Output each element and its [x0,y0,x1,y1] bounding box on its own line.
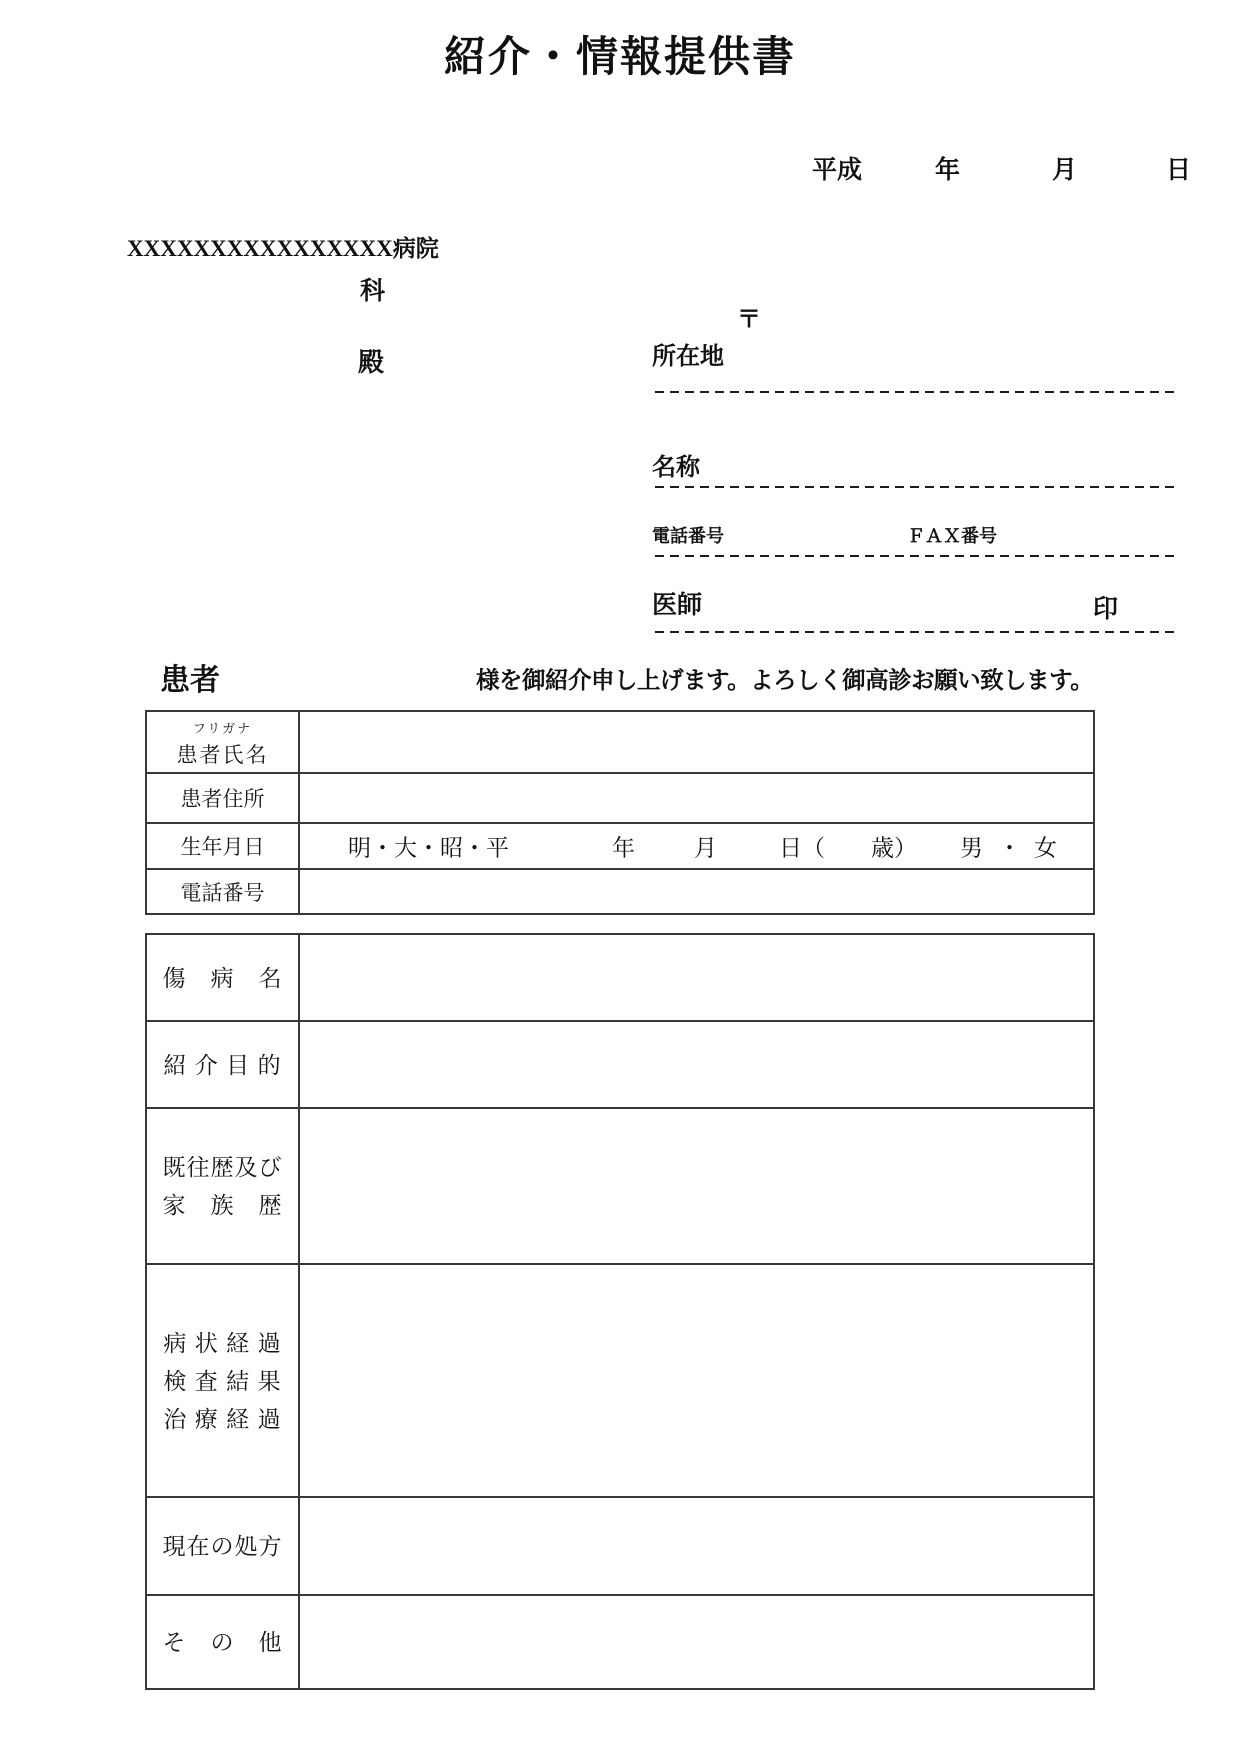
table-row [146,1595,1094,1689]
date-month-label: 月 [1052,157,1078,184]
name-write-line [655,486,1180,488]
phone-write-line [655,555,1180,557]
disease-name-label: 傷 病 名 [162,964,283,991]
seal-label: 印 [1093,596,1119,623]
clinical-course-label-line2: 検 査 結 果 [163,1367,282,1394]
patient-address-value-cell [299,773,1094,823]
sender-phone-label: 電話番号 [652,526,724,546]
intro-message: 様を御紹介申し上げます。よろしく御高診お願い致します。 [476,668,1094,694]
medical-history-label-line1: 既往歴及び [162,1154,283,1180]
table-row [146,1108,1094,1264]
date-day-label: 日 [1166,157,1192,184]
other-label-cell [146,1595,299,1689]
recipient-hospital-name: XXXXXXXXXXXXXXXX病院 [127,236,439,261]
referral-purpose-label-cell [146,1021,299,1108]
birth-era-options: 明・大・昭・平 [348,834,509,861]
table-row [146,869,1094,914]
medical-history-label-line2: 家 族 歴 [162,1192,283,1218]
table-row [146,1497,1094,1595]
table-row [146,934,1094,1021]
recipient-department-suffix: 科 [360,278,386,305]
intro-patient-label: 患者 [160,664,220,697]
birth-age-label: 歳） [871,834,917,861]
sex-separator: ・ [998,834,1021,861]
current-prescription-label: 現在の処方 [162,1533,283,1559]
birthdate-label: 生年月日 [146,823,299,869]
patient-name-value-cell [299,711,1094,773]
date-year-label: 年 [935,157,961,184]
sender-fax-label: ＦＡＸ番号 [907,526,997,546]
sender-name-label: 名称 [652,455,700,481]
clinical-course-value-cell [299,1264,1094,1497]
patient-info-table [145,710,1095,915]
table-row [146,1264,1094,1497]
table-row [146,711,1094,773]
clinical-course-label-line1: 病 状 経 過 [163,1329,282,1356]
disease-name-value-cell [299,934,1094,1021]
referral-purpose-label: 紹 介 目 的 [163,1051,282,1078]
current-prescription-value-cell [299,1497,1094,1595]
medical-history-value-cell [299,1108,1094,1264]
doctor-write-line [655,631,1180,633]
sender-doctor-label: 医師 [652,592,703,619]
other-label: そ の 他 [162,1629,283,1655]
sender-address-label: 所在地 [652,344,724,370]
sex-female-label: 女 [1034,834,1057,861]
patient-address-label: 患者住所 [146,773,299,823]
birth-year-label: 年 [612,834,635,861]
disease-name-label-cell [146,934,299,1021]
clinical-course-label-line3: 治 療 経 過 [163,1405,282,1432]
address-write-line [655,391,1180,393]
birthdate-value-cell [299,823,1094,869]
table-row [146,773,1094,823]
medical-history-label-cell [146,1108,299,1264]
referral-detail-table [145,933,1095,1690]
sex-male-label: 男 [960,834,983,861]
postal-mark-icon: 〒 [737,306,761,333]
date-era-label: 平成 [812,157,863,184]
patient-phone-label: 電話番号 [146,869,299,914]
recipient-honorific: 殿 [358,348,385,377]
referral-purpose-value-cell [299,1021,1094,1108]
patient-name-label-cell [146,711,299,773]
other-value-cell [299,1595,1094,1689]
current-prescription-label-cell [146,1497,299,1595]
patient-phone-value-cell [299,869,1094,914]
birth-month-label: 月 [694,834,717,861]
birth-day-label: 日（ [779,834,825,861]
table-row [146,1021,1094,1108]
page-title: 紹介・情報提供書 [443,35,796,81]
furigana-label: フリガナ [192,721,253,736]
clinical-course-label-cell [146,1264,299,1497]
table-row [146,823,1094,869]
patient-name-label: 患者氏名 [176,744,269,767]
